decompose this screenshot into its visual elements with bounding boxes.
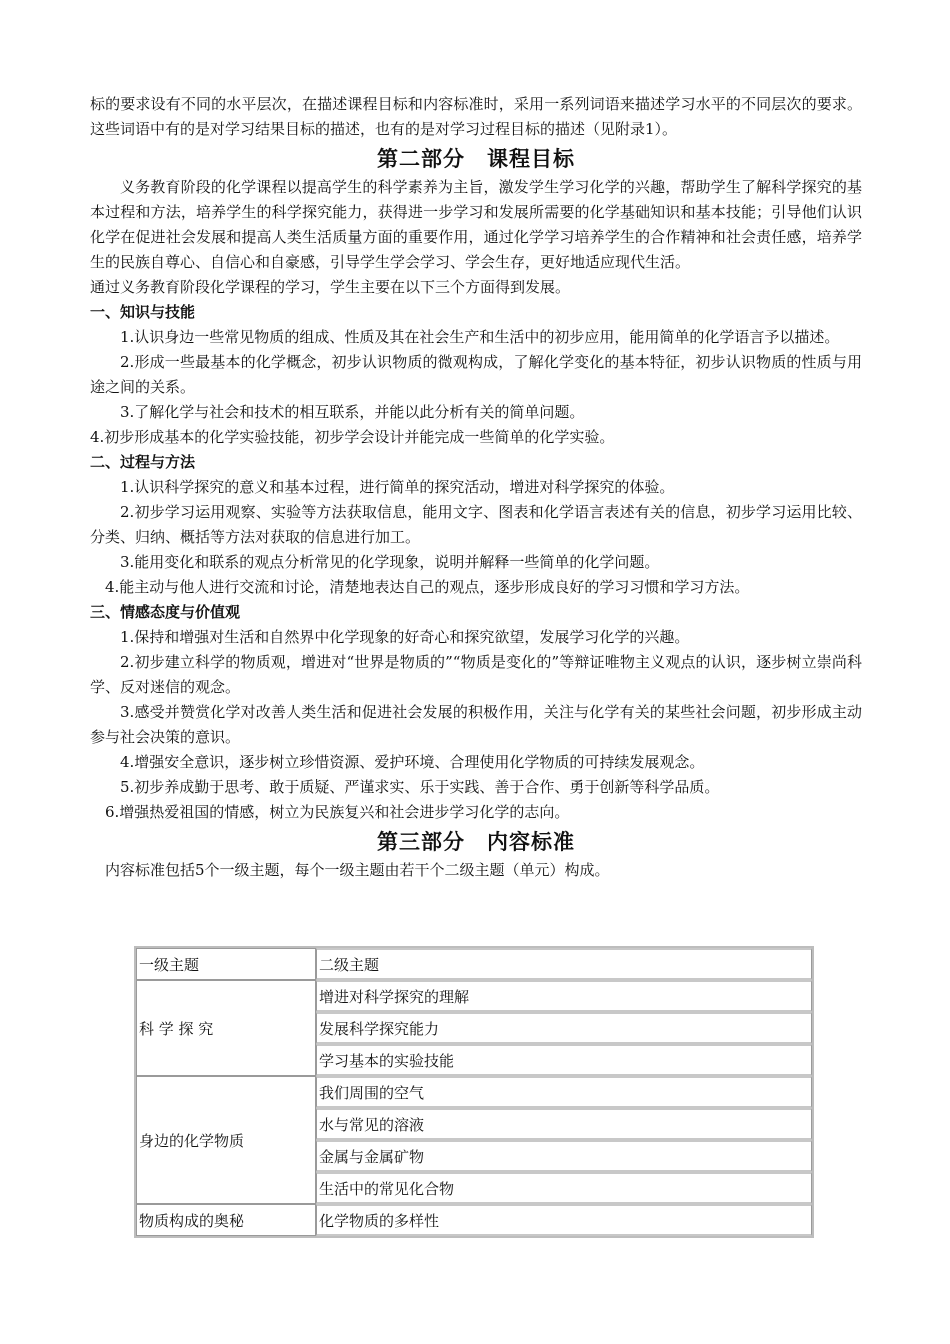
values-item-1: 1.保持和增强对生活和自然界中化学现象的好奇心和探究欲望，发展学习化学的兴趣。 [120, 628, 690, 646]
secondary-topic-cell: 学习基本的实验技能 [316, 1044, 812, 1076]
page-content [90, 92, 862, 883]
section-heading-knowledge: 一、知识与技能 [90, 303, 196, 321]
part2-paragraph-1: 义务教育阶段的化学课程以提高学生的科学素养为主旨，激发学生学习化学的兴趣，帮助学生了解科学探究的基本过程和方法，培养学生的科学探究能力，获得进一步学习和发展所需要的化学基础知识和基本技能；引导他们认识化学在促进社会发展和提高人类生活质量方面的重要作用，通过化学学习培养学生的合作精神和社会责任感，培养学生的民族自尊心、自信心和自豪感，引导学生学会学习、学会生存，更好地适应现代生活。 [90, 178, 862, 271]
secondary-topic-cell: 发展科学探究能力 [316, 1012, 812, 1044]
secondary-topic-cell: 生活中的常见化合物 [316, 1172, 812, 1204]
secondary-topic-cell: 增进对科学探究的理解 [316, 980, 812, 1012]
knowledge-item-4: 4.初步形成基本的化学实验技能，初步学会设计并能完成一些简单的化学实验。 [90, 428, 615, 446]
table-row [136, 980, 812, 1012]
table-header-secondary: 二级主题 [316, 948, 812, 980]
process-item-3: 3.能用变化和联系的观点分析常见的化学现象，说明并解释一些简单的化学问题。 [120, 553, 660, 571]
part3-title: 第三部分 内容标准 [377, 829, 575, 854]
secondary-topic-cell: 水与常见的溶液 [316, 1108, 812, 1140]
primary-topic-cell: 科 学 探 究 [136, 980, 316, 1076]
section-heading-process: 二、过程与方法 [90, 453, 196, 471]
knowledge-item-1: 1.认识身边一些常见物质的组成、性质及其在社会生产和生活中的初步应用，能用简单的化学语言予以描述。 [120, 328, 840, 346]
knowledge-item-3: 3.了解化学与社会和技术的相互联系，并能以此分析有关的简单问题。 [120, 403, 585, 421]
secondary-topic-cell: 金属与金属矿物 [316, 1140, 812, 1172]
part2-title: 第二部分 课程目标 [377, 146, 575, 171]
table-row [136, 1076, 812, 1108]
values-item-5: 5.初步养成勤于思考、敢于质疑、严谨求实、乐于实践、善于合作、勇于创新等科学品质。 [120, 778, 720, 796]
intro-paragraph: 标的要求设有不同的水平层次，在描述课程目标和内容标准时，采用一系列词语来描述学习水平的不同层次的要求。这些词语中有的是对学习结果目标的描述，也有的是对学习过程目标的描述（见附录1）。 [90, 95, 862, 138]
content-standards-table [134, 946, 814, 1238]
process-item-1: 1.认识科学探究的意义和基本过程，进行简单的探究活动，增进对科学探究的体验。 [120, 478, 675, 496]
secondary-topic-cell: 我们周围的空气 [316, 1076, 812, 1108]
knowledge-item-2: 2.形成一些最基本的化学概念，初步认识物质的微观构成，了解化学变化的基本特征，初步认识物质的性质与用途之间的关系。 [90, 353, 862, 396]
table-header-row [136, 948, 812, 980]
values-item-4: 4.增强安全意识，逐步树立珍惜资源、爱护环境、合理使用化学物质的可持续发展观念。 [120, 753, 705, 771]
primary-topic-cell: 物质构成的奥秘 [136, 1204, 316, 1236]
table-header-primary: 一级主题 [136, 948, 316, 980]
section-heading-values: 三、情感态度与价值观 [90, 603, 241, 621]
content-standards-table-wrapper [134, 946, 814, 1238]
part3-paragraph: 内容标准包括5个一级主题，每个一级主题由若干个二级主题（单元）构成。 [105, 861, 610, 879]
process-item-2: 2.初步学习运用观察、实验等方法获取信息，能用文字、图表和化学语言表述有关的信息，初步学习运用比较、分类、归纳、概括等方法对获取的信息进行加工。 [90, 503, 862, 546]
part2-paragraph-2: 通过义务教育阶段化学课程的学习，学生主要在以下三个方面得到发展。 [90, 278, 571, 296]
primary-topic-cell: 身边的化学物质 [136, 1076, 316, 1204]
values-item-2: 2.初步建立科学的物质观，增进对“世界是物质的”“物质是变化的”等辩证唯物主义观点的认识，逐步树立崇尚科学、反对迷信的观念。 [90, 653, 862, 696]
table-row [136, 1204, 812, 1236]
values-item-3: 3.感受并赞赏化学对改善人类生活和促进社会发展的积极作用，关注与化学有关的某些社会问题，初步形成主动参与社会决策的意识。 [90, 703, 862, 746]
process-item-4: 4.能主动与他人进行交流和讨论，清楚地表达自己的观点，逐步形成良好的学习习惯和学习方法。 [105, 578, 750, 596]
secondary-topic-cell: 化学物质的多样性 [316, 1204, 812, 1236]
values-item-6: 6.增强热爱祖国的情感，树立为民族复兴和社会进步学习化学的志向。 [105, 803, 570, 821]
